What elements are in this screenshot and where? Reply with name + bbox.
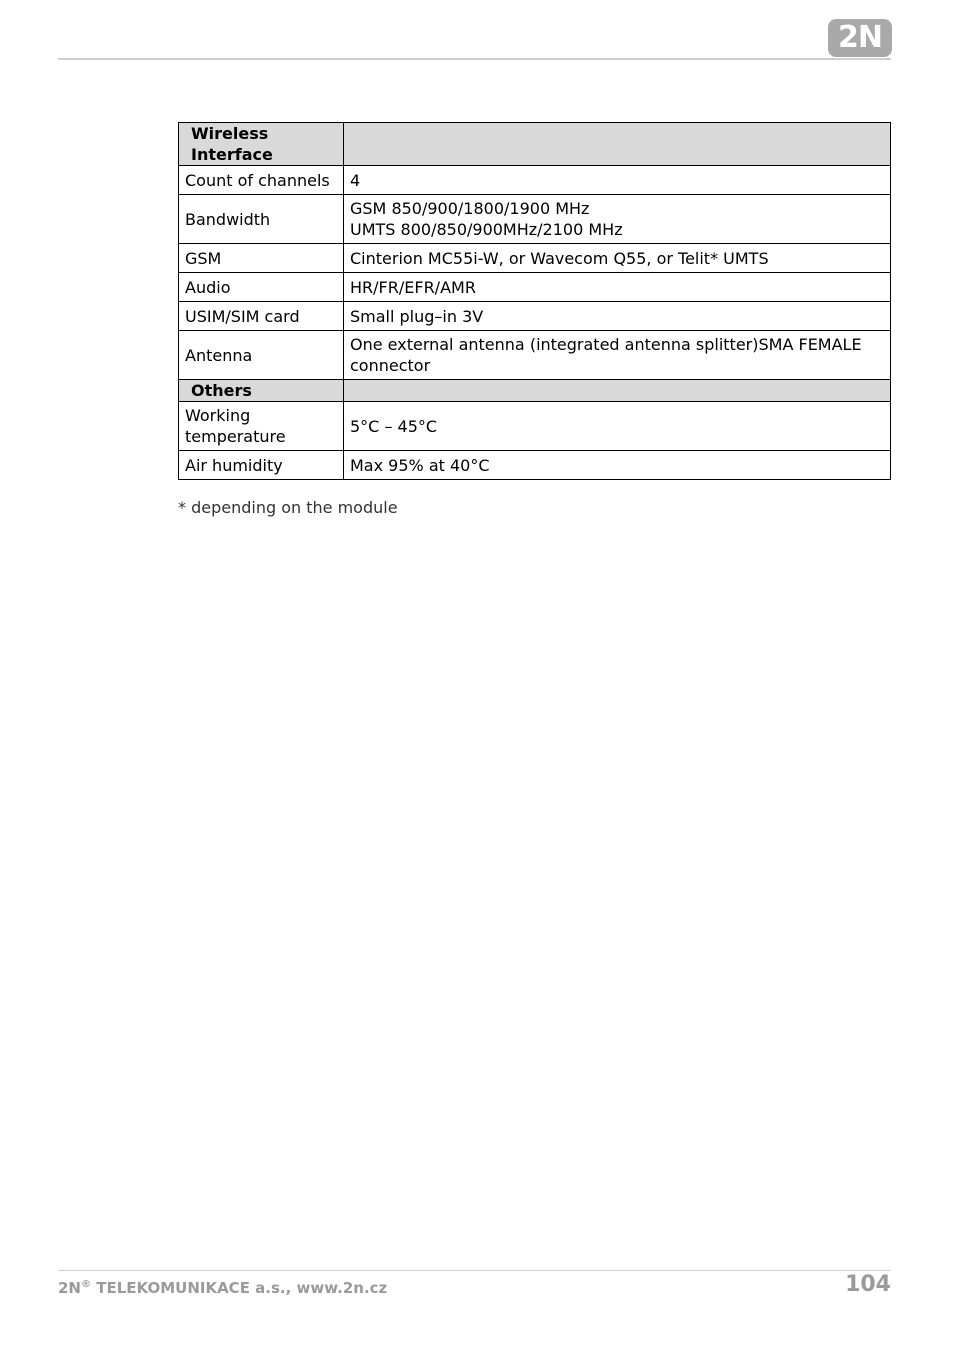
specification-table (178, 122, 891, 480)
section-title (179, 123, 344, 166)
header-divider (58, 58, 891, 60)
row-label: Count of channels (179, 166, 344, 195)
row-value-line: Cinterion MC55i-W, or Wavecom Q55, or Telit* UMTS (350, 248, 769, 268)
registered-mark: ® (81, 1279, 91, 1290)
section-title-empty-cell (344, 380, 891, 402)
2n-logo: 2N (828, 19, 892, 57)
section-title: Others (179, 380, 344, 402)
row-value-line: Max 95% at 40°C (350, 455, 490, 475)
footer-company (58, 1279, 387, 1297)
row-label: USIM/SIM card (179, 302, 344, 331)
table-row (179, 166, 891, 195)
footer-company-text: TELEKOMUNIKACE a.s., www.2n.cz (91, 1279, 388, 1297)
row-label: Air humidity (179, 451, 344, 480)
row-label: Working temperature (179, 402, 344, 451)
page-number: 104 (845, 1272, 891, 1297)
row-label: Audio (179, 273, 344, 302)
row-value-line: HR/FR/EFR/AMR (350, 277, 476, 297)
section-title-line: Wireless (191, 124, 269, 143)
row-value-line: UMTS 800/850/900MHz/2100 MHz (350, 220, 623, 239)
row-value (344, 273, 891, 302)
table-row (179, 273, 891, 302)
row-value-line: One external antenna (integrated antenna splitter)SMA FEMALE connector (350, 335, 862, 375)
row-value (344, 451, 891, 480)
table-row (179, 244, 891, 273)
footer-divider (58, 1270, 891, 1271)
table-row (179, 195, 891, 244)
table-row (179, 402, 891, 451)
footnote: * depending on the module (178, 498, 398, 517)
row-label: Antenna (179, 331, 344, 380)
section-title-line: Interface (191, 145, 273, 164)
row-value-line: Small plug–in 3V (350, 306, 484, 326)
row-label: Bandwidth (179, 195, 344, 244)
row-value-line: 4 (350, 170, 361, 190)
section-header-wireless-interface (179, 123, 891, 166)
row-value-line: GSM 850/900/1800/1900 MHz (350, 199, 590, 218)
footer-brand: 2N (58, 1279, 81, 1297)
section-header-others (179, 380, 891, 402)
table-row (179, 302, 891, 331)
row-value (344, 331, 891, 380)
row-value (344, 244, 891, 273)
row-value (344, 195, 891, 244)
row-value (344, 402, 891, 451)
row-value-line: 5°C – 45°C (350, 416, 438, 436)
table-row (179, 451, 891, 480)
table-row (179, 331, 891, 380)
row-value (344, 302, 891, 331)
section-title-empty-cell (344, 123, 891, 166)
row-value (344, 166, 891, 195)
row-label: GSM (179, 244, 344, 273)
